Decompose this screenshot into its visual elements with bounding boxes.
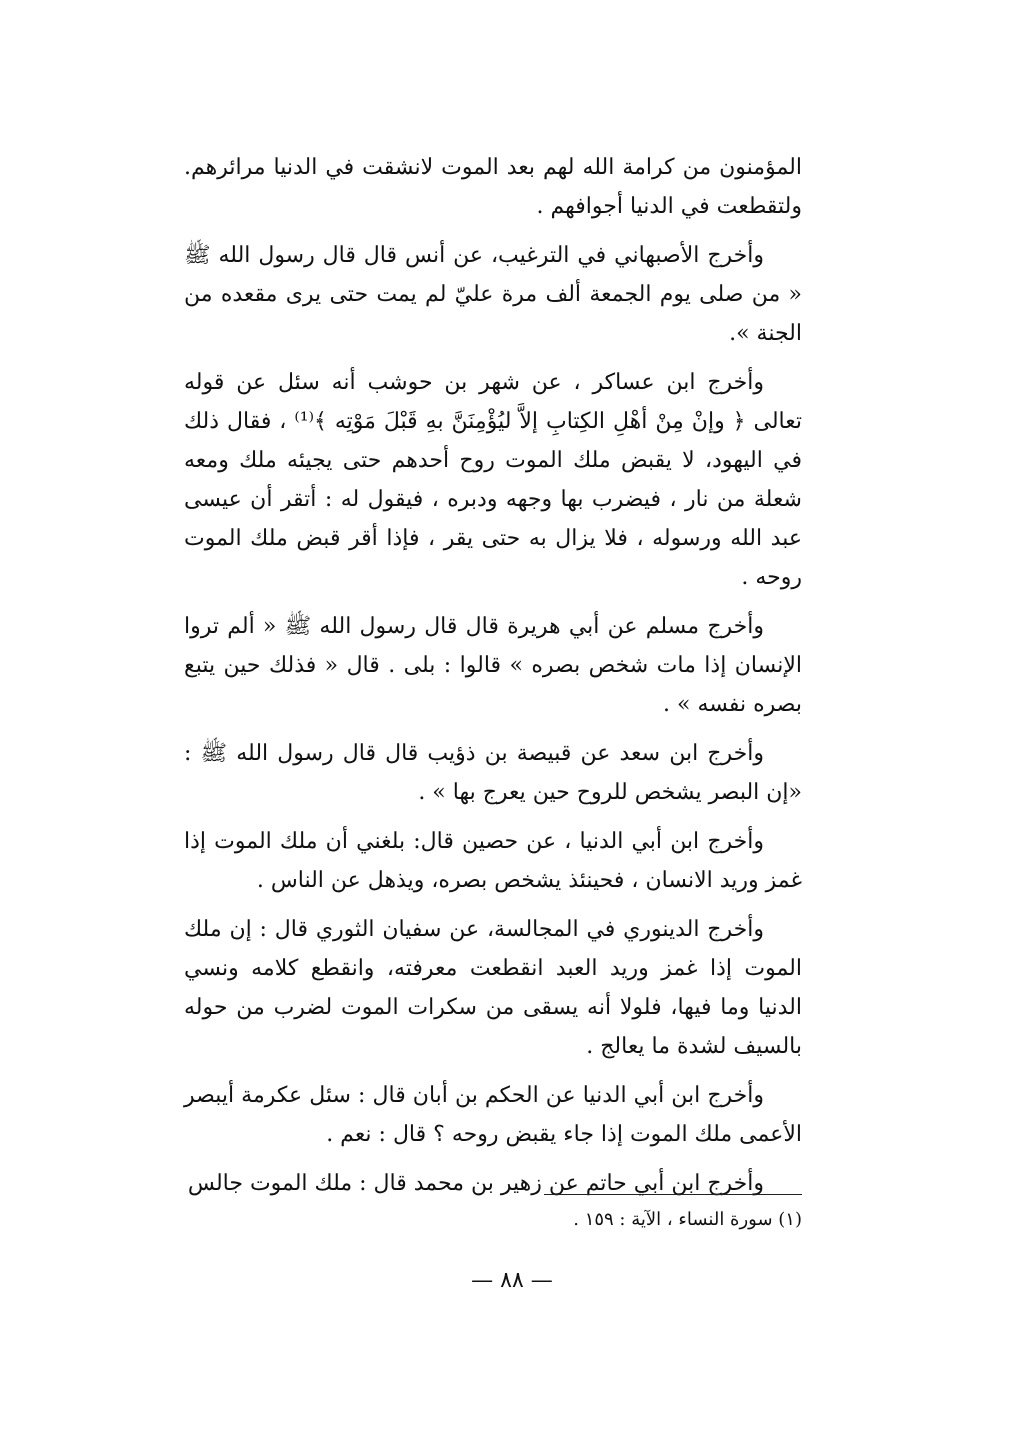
paragraph-5: وأخرج ابن سعد عن قبيصة بن ذؤيب قال قال رسول الله ﷺ : «إن البصر يشخص للروح حين يعرج بها » . [184,741,802,805]
footnote: (١) سورة النساء ، الآية : ١٥٩ . [573,1209,802,1230]
main-text-block [184,148,802,1213]
paragraph-9: وأخرج ابن أبي حاتم عن زهير بن محمد قال : ملك الموت جالس [187,1171,764,1196]
paragraph-2: وأخرج الأصبهاني في الترغيب، عن أنس قال قال رسول الله ﷺ « من صلى يوم الجمعة ألف مرة عليّ لم يمت حتى يرى مقعده من الجنة ». [184,243,802,346]
paragraph-7: وأخرج الدينوري في المجالسة، عن سفيان الثوري قال : إن ملك الموت إذا غمز وريد العبد انقطعت معرفته، وانقطع كلامه ونسي الدنيا وما فيها، فلولا أنه يسقى من سكرات الموت لضرب من حوله بالسيف لشدة ما يعالج . [184,917,802,1059]
footnote-divider [544,1194,802,1195]
paragraph-8: وأخرج ابن أبي الدنيا عن الحكم بن أبان قال : سئل عكرمة أيبصر الأعمى ملك الموت إذا جاء يقبض روحه ؟ قال : نعم . [184,1083,802,1147]
paragraph-6: وأخرج ابن أبي الدنيا ، عن حصين قال: بلغني أن ملك الموت إذا غمز وريد الانسان ، فحينئذ يشخص بصره، ويذهل عن الناس . [184,829,802,893]
paragraph-4: وأخرج مسلم عن أبي هريرة قال قال رسول الله ﷺ « ألم تروا الإنسان إذا مات شخص بصره » قالوا : بلى . قال « فذلك حين يتبع بصره نفسه » . [184,614,802,717]
paragraph-1: المؤمنون من كرامة الله لهم بعد الموت لانشقت في الدنيا مرائرهم. ولتقطعت في الدنيا أجوافهم . [184,155,802,219]
page-number: — ٨٨ — [471,1268,553,1293]
paragraph-3: وأخرج ابن عساكر ، عن شهر بن حوشب أنه سئل عن قوله تعالى ﴿ وإنْ مِنْ أهْلِ الكِتابِ إلاَّ ليُؤْمِنَنَّ بهِ قَبْلَ مَوْتِه ﴾⁽¹⁾ ، فقال ذلك في اليهود، لا يقبض ملك الموت روح أحدهم حتى يجيئه ملك ومعه شعلة من نار ، فيضرب بها وجهه ودبره ، فيقول له : أتقر أن عيسى عبد الله ورسوله ، فلا يزال به حتى يقر ، فإذا أقر قبض ملك الموت روحه . [184,370,802,590]
